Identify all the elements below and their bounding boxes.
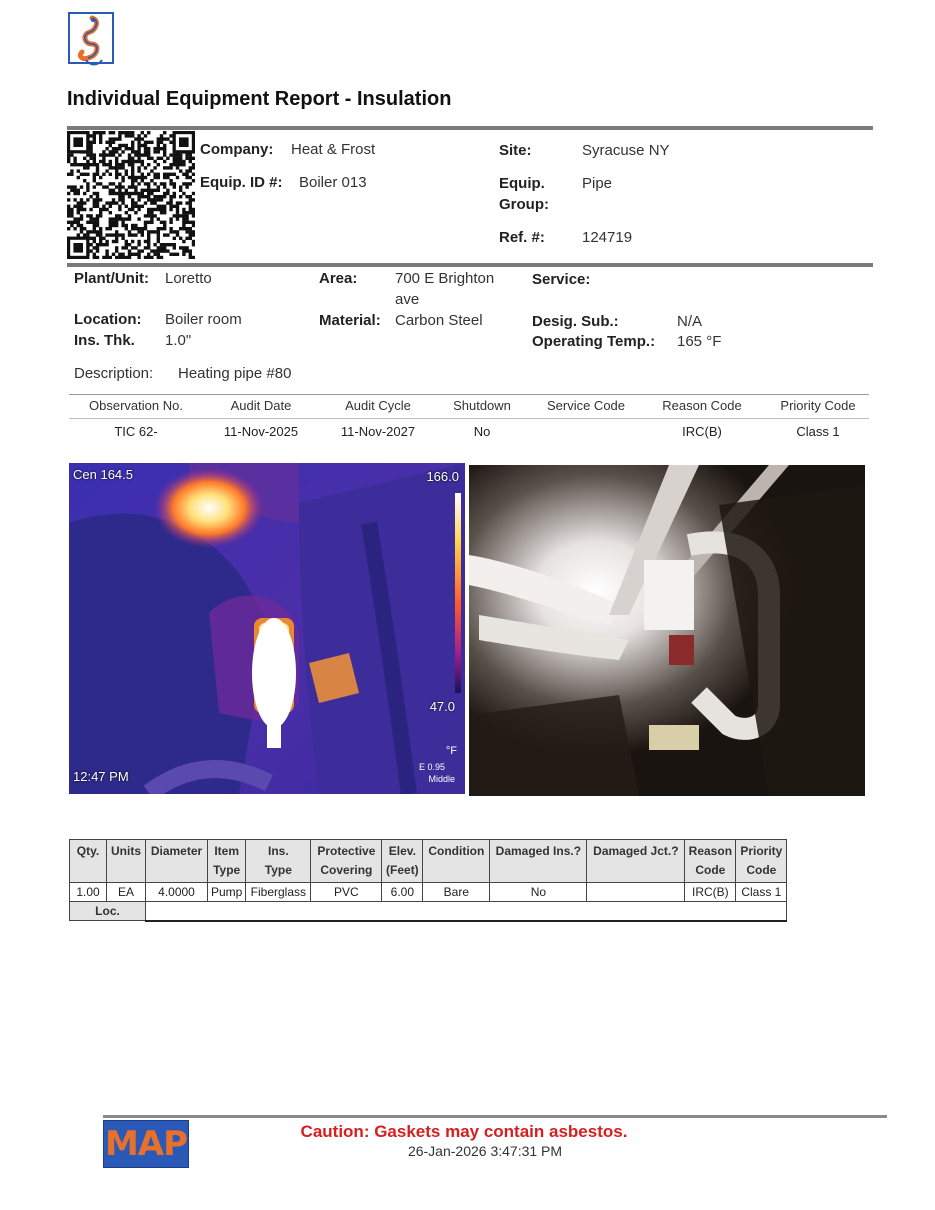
table-cell: Bare — [423, 883, 490, 902]
thermal-emissivity: E 0.95 — [418, 762, 445, 772]
location-value: Boiler room — [165, 311, 242, 328]
observation-header: Audit Cycle — [345, 398, 411, 413]
qr-code — [67, 131, 195, 259]
table-cell: No — [490, 883, 587, 902]
table-header-reason-code: Reason Code — [685, 840, 736, 883]
thermal-center-reading: Cen 164.5 — [73, 467, 133, 482]
equip-group-label: Equip. — [499, 175, 545, 192]
plant-value: Loretto — [165, 270, 212, 287]
map-logo — [103, 1120, 189, 1168]
op-temp-value: 165 °F — [677, 333, 722, 350]
site-value: Syracuse NY — [582, 142, 670, 159]
map-logo-text: MAP — [104, 1124, 188, 1164]
equip-id-label: Equip. ID #: — [200, 174, 283, 191]
company-label: Company: — [200, 141, 274, 158]
company-logo — [68, 12, 114, 68]
table-loc-label: Loc. — [70, 902, 146, 921]
location-label: Location: — [74, 311, 142, 328]
table-cell: 6.00 — [382, 883, 423, 902]
ins-thk-label: Ins. Thk. — [74, 332, 135, 349]
equip-group-value: Pipe — [582, 175, 613, 192]
table-cell: Fiberglass — [246, 883, 311, 902]
table-header-qty: Qty. — [70, 840, 107, 883]
table-header-condition: Condition — [423, 840, 490, 883]
desig-sub-label: Desig. Sub.: — [532, 313, 619, 330]
area-value-line2: ave — [395, 291, 420, 308]
thermal-unit: °F — [445, 745, 457, 757]
observation-value: IRC(B) — [682, 424, 722, 439]
footer-rule — [103, 1115, 887, 1118]
thermal-time: 12:47 PM — [73, 769, 129, 784]
observation-value: Class 1 — [796, 424, 840, 439]
material-value: Carbon Steel — [395, 312, 483, 329]
service-label: Service: — [532, 271, 591, 288]
table-header-item-type: Item Type — [208, 840, 246, 883]
table-header-diameter: Diameter — [146, 840, 208, 883]
table-cell: EA — [107, 883, 146, 902]
observation-top-rule — [69, 394, 869, 395]
header-bottom-rule — [67, 263, 873, 267]
thermal-min-temp: 47.0 — [429, 699, 455, 714]
op-temp-label: Operating Temp.: — [532, 333, 656, 350]
table-header-row — [70, 840, 787, 883]
observation-header: Observation No. — [89, 398, 183, 413]
table-header-ins-type: Ins. Type — [246, 840, 311, 883]
equip-group-label-line2: Group: — [499, 196, 549, 213]
table-loc-value — [146, 902, 787, 921]
desig-sub-value: N/A — [677, 313, 703, 330]
table-row — [70, 883, 787, 902]
observation-mid-rule — [69, 418, 869, 419]
table-loc-row — [70, 902, 787, 921]
table-header-damaged-jct: Damaged Jct.? — [587, 840, 685, 883]
header-top-rule — [67, 126, 873, 130]
table-header-units: Units — [107, 840, 146, 883]
table-header-priority-code: Priority Code — [736, 840, 787, 883]
area-label: Area: — [319, 270, 358, 287]
report-title: Individual Equipment Report - Insulation — [67, 88, 452, 110]
table-cell: IRC(B) — [685, 883, 736, 902]
ins-thk-value: 1.0" — [165, 332, 192, 349]
table-cell: Pump — [208, 883, 246, 902]
observation-header: Service Code — [546, 398, 626, 413]
observation-value: 11-Nov-2025 — [223, 424, 299, 439]
table-header-elev: Elev. (Feet) — [382, 840, 423, 883]
table-cell — [587, 883, 685, 902]
thermal-max-temp: 166.0 — [426, 469, 459, 484]
visual-photo — [469, 465, 865, 796]
observation-header: Shutdown — [453, 398, 511, 413]
thermal-mode: Middle — [428, 774, 455, 784]
observation-value: No — [473, 424, 491, 439]
table-cell: 4.0000 — [146, 883, 208, 902]
observation-value: TIC 62- — [114, 424, 158, 439]
plant-label: Plant/Unit: — [74, 270, 149, 287]
table-header-damaged-ins: Damaged Ins.? — [490, 840, 587, 883]
equipment-table — [69, 839, 787, 922]
description-value: Heating pipe #80 — [178, 365, 292, 382]
ref-value: 124719 — [582, 229, 633, 246]
table-cell: 1.00 — [70, 883, 107, 902]
description-label: Description: — [74, 365, 154, 382]
table-header-protective-covering: Protective Covering — [311, 840, 382, 883]
thermal-image — [69, 463, 465, 794]
observation-header: Reason Code — [662, 398, 742, 413]
footer-timestamp: 26-Jan-2026 3:47:31 PM — [407, 1143, 563, 1159]
observation-header: Audit Date — [230, 398, 292, 413]
observation-value: 11-Nov-2027 — [340, 424, 416, 439]
table-cell: Class 1 — [736, 883, 787, 902]
site-label: Site: — [499, 142, 532, 159]
company-value: Heat & Frost — [291, 141, 376, 158]
area-value: 700 E Brighton — [395, 270, 495, 287]
observation-header: Priority Code — [780, 398, 856, 413]
equip-id-value: Boiler 013 — [299, 174, 367, 191]
table-cell: PVC — [311, 883, 382, 902]
material-label: Material: — [319, 312, 381, 329]
ref-label: Ref. #: — [499, 229, 545, 246]
caution-text: Caution: Gaskets may contain asbestos. — [300, 1122, 628, 1141]
